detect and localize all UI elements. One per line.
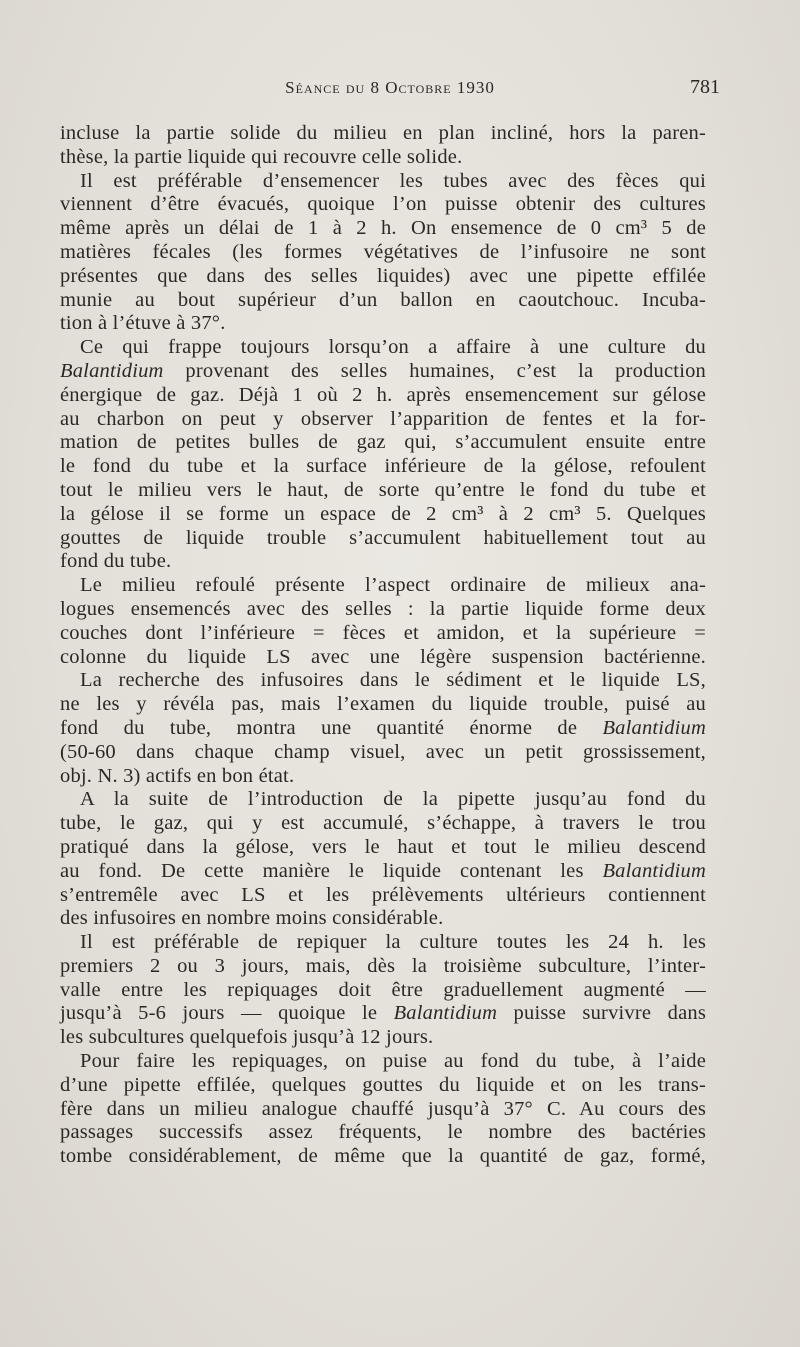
text-segment: thèse, la partie liquide qui recouvre celle solide. <box>60 145 463 168</box>
text-segment: fère dans un milieu analogue chauffé jusqu’à 37° C. Au cours des <box>60 1097 706 1120</box>
text-line <box>60 170 706 194</box>
running-title: Séance du 8 Octobre 1930 <box>285 78 495 97</box>
text-segment: puisse survivre dans <box>497 1002 706 1025</box>
text-segment: matières fécales (les formes végétatives de l’infusoire ne sont <box>60 240 706 263</box>
text-line <box>60 979 706 1003</box>
text-segment: premiers 2 ou 3 jours, mais, dès la troisième subculture, l’inter- <box>60 954 706 977</box>
italic-term: Balantidium <box>393 1002 498 1025</box>
text-segment: mation de petites bulles de gaz qui, s’accumulent ensuite entre <box>60 431 706 454</box>
text-segment: le fond du tube et la surface inférieure de la gélose, refoulent <box>60 455 706 478</box>
text-segment: d’une pipette effilée, quelques gouttes du liquide et on les trans- <box>60 1073 706 1096</box>
text-line <box>60 455 706 479</box>
text-segment: gouttes de liquide trouble s’accumulent habituellement tout au <box>60 526 706 549</box>
text-segment: la gélose il se forme un espace de 2 cm³ à 2 cm³ 5. Quelques <box>60 502 706 525</box>
text-segment: des infusoires en nombre moins considérable. <box>60 907 444 930</box>
text-segment: (50-60 dans chaque champ visuel, avec un petit grossissement, <box>60 740 706 763</box>
text-line <box>60 193 706 217</box>
text-segment: passages successifs assez fréquents, le nombre des bactéries <box>60 1121 706 1144</box>
text-line <box>60 884 706 908</box>
text-line <box>60 717 706 741</box>
text-line <box>60 860 706 884</box>
text-line <box>60 931 706 955</box>
text-line <box>60 598 706 622</box>
text-segment: même après un délai de 1 à 2 h. On ensemence de 0 cm³ 5 de <box>60 217 706 240</box>
text-segment: munie au bout supérieur d’un ballon en caoutchouc. Incuba- <box>60 288 706 311</box>
text-line <box>60 669 706 693</box>
text-segment: ne les y révéla pas, mais l’examen du liquide trouble, puisé au <box>60 693 706 716</box>
text-segment: tout le milieu vers le haut, de sorte qu’entre le fond du tube et <box>60 478 706 501</box>
text-segment: Il est préférable de repiquer la culture toutes les 24 h. les <box>80 931 706 954</box>
text-segment: les subcultures quelquefois jusqu’à 12 jours. <box>60 1026 434 1049</box>
text-segment: Il est préférable d’ensemencer les tubes avec des fèces qui <box>80 169 706 192</box>
text-line <box>60 693 706 717</box>
text-segment: fond du tube. <box>60 550 172 573</box>
text-segment: A la suite de l’introduction de la pipette jusqu’au fond du <box>80 788 706 811</box>
text-line <box>60 312 706 336</box>
text-line <box>60 431 706 455</box>
text-line <box>60 788 706 812</box>
body-text <box>60 122 706 1169</box>
text-segment: fond du tube, montra une quantité énorme de <box>60 716 603 739</box>
text-line <box>60 1002 706 1026</box>
text-line <box>60 360 706 384</box>
page-number: 781 <box>690 76 720 98</box>
text-line <box>60 1145 706 1169</box>
text-segment: colonne du liquide LS avec une légère suspension bactérienne. <box>60 645 706 668</box>
text-segment: obj. N. 3) actifs en bon état. <box>60 764 295 787</box>
text-segment: jusqu’à 5-6 jours — quoique le <box>60 1002 394 1025</box>
text-line <box>60 812 706 836</box>
text-line <box>60 479 706 503</box>
text-segment: Le milieu refoulé présente l’aspect ordinaire de milieux ana- <box>80 574 706 597</box>
text-line <box>60 550 706 574</box>
text-line <box>60 622 706 646</box>
text-segment: viennent d’être évacués, quoique l’on puisse obtenir des cultures <box>60 193 706 216</box>
text-line <box>60 384 706 408</box>
italic-term: Balantidium <box>602 716 706 739</box>
text-segment: pratiqué dans la gélose, vers le haut et tout le milieu descend <box>60 835 706 858</box>
text-line <box>60 574 706 598</box>
text-line <box>60 265 706 289</box>
text-segment: tube, le gaz, qui y est accumulé, s’échappe, à travers le trou <box>60 812 706 835</box>
text-line <box>60 646 706 670</box>
text-segment: Pour faire les repiquages, on puise au fond du tube, à l’aide <box>80 1050 706 1073</box>
text-segment: présentes que dans des selles liquides) avec une pipette effilée <box>60 264 706 287</box>
text-segment: énergique de gaz. Déjà 1 où 2 h. après ensemencement sur gélose <box>60 383 706 406</box>
text-line <box>60 955 706 979</box>
text-segment: s’entremêle avec LS et les prélèvements ultérieurs contiennent <box>60 883 706 906</box>
text-line <box>60 907 706 931</box>
text-segment: valle entre les repiquages doit être graduellement augmenté — <box>60 978 706 1001</box>
text-line <box>60 336 706 360</box>
text-segment: tion à l’étuve à 37°. <box>60 312 226 335</box>
text-line <box>60 217 706 241</box>
text-line <box>60 1050 706 1074</box>
text-line <box>60 122 706 146</box>
text-line <box>60 408 706 432</box>
text-segment: Ce qui frappe toujours lorsqu’on a affaire à une culture du <box>80 336 706 359</box>
italic-term: Balantidium <box>602 859 706 882</box>
text-segment: au charbon on peut y observer l’apparition de fentes et la for- <box>60 407 706 430</box>
text-line <box>60 836 706 860</box>
text-line <box>60 241 706 265</box>
text-segment: logues ensemencés avec des selles : la partie liquide forme deux <box>60 597 706 620</box>
text-segment: au fond. De cette manière le liquide contenant les <box>60 859 603 882</box>
italic-term: Balantidium <box>60 359 164 382</box>
text-segment: incluse la partie solide du milieu en plan incliné, hors la paren- <box>60 122 706 144</box>
text-line <box>60 765 706 789</box>
text-line <box>60 1098 706 1122</box>
text-segment: La recherche des infusoires dans le sédiment et le liquide LS, <box>80 669 706 692</box>
text-line <box>60 1074 706 1098</box>
text-segment: provenant des selles humaines, c’est la production <box>163 359 706 382</box>
text-line <box>60 1121 706 1145</box>
text-line <box>60 146 706 170</box>
text-segment: tombe considérablement, de même que la quantité de gaz, formé, <box>60 1145 706 1168</box>
text-segment: couches dont l’inférieure = fèces et amidon, et la supérieure = <box>60 621 706 644</box>
text-line <box>60 503 706 527</box>
running-head <box>60 74 720 104</box>
text-line <box>60 1026 706 1050</box>
text-line <box>60 741 706 765</box>
text-line <box>60 527 706 551</box>
text-line <box>60 289 706 313</box>
